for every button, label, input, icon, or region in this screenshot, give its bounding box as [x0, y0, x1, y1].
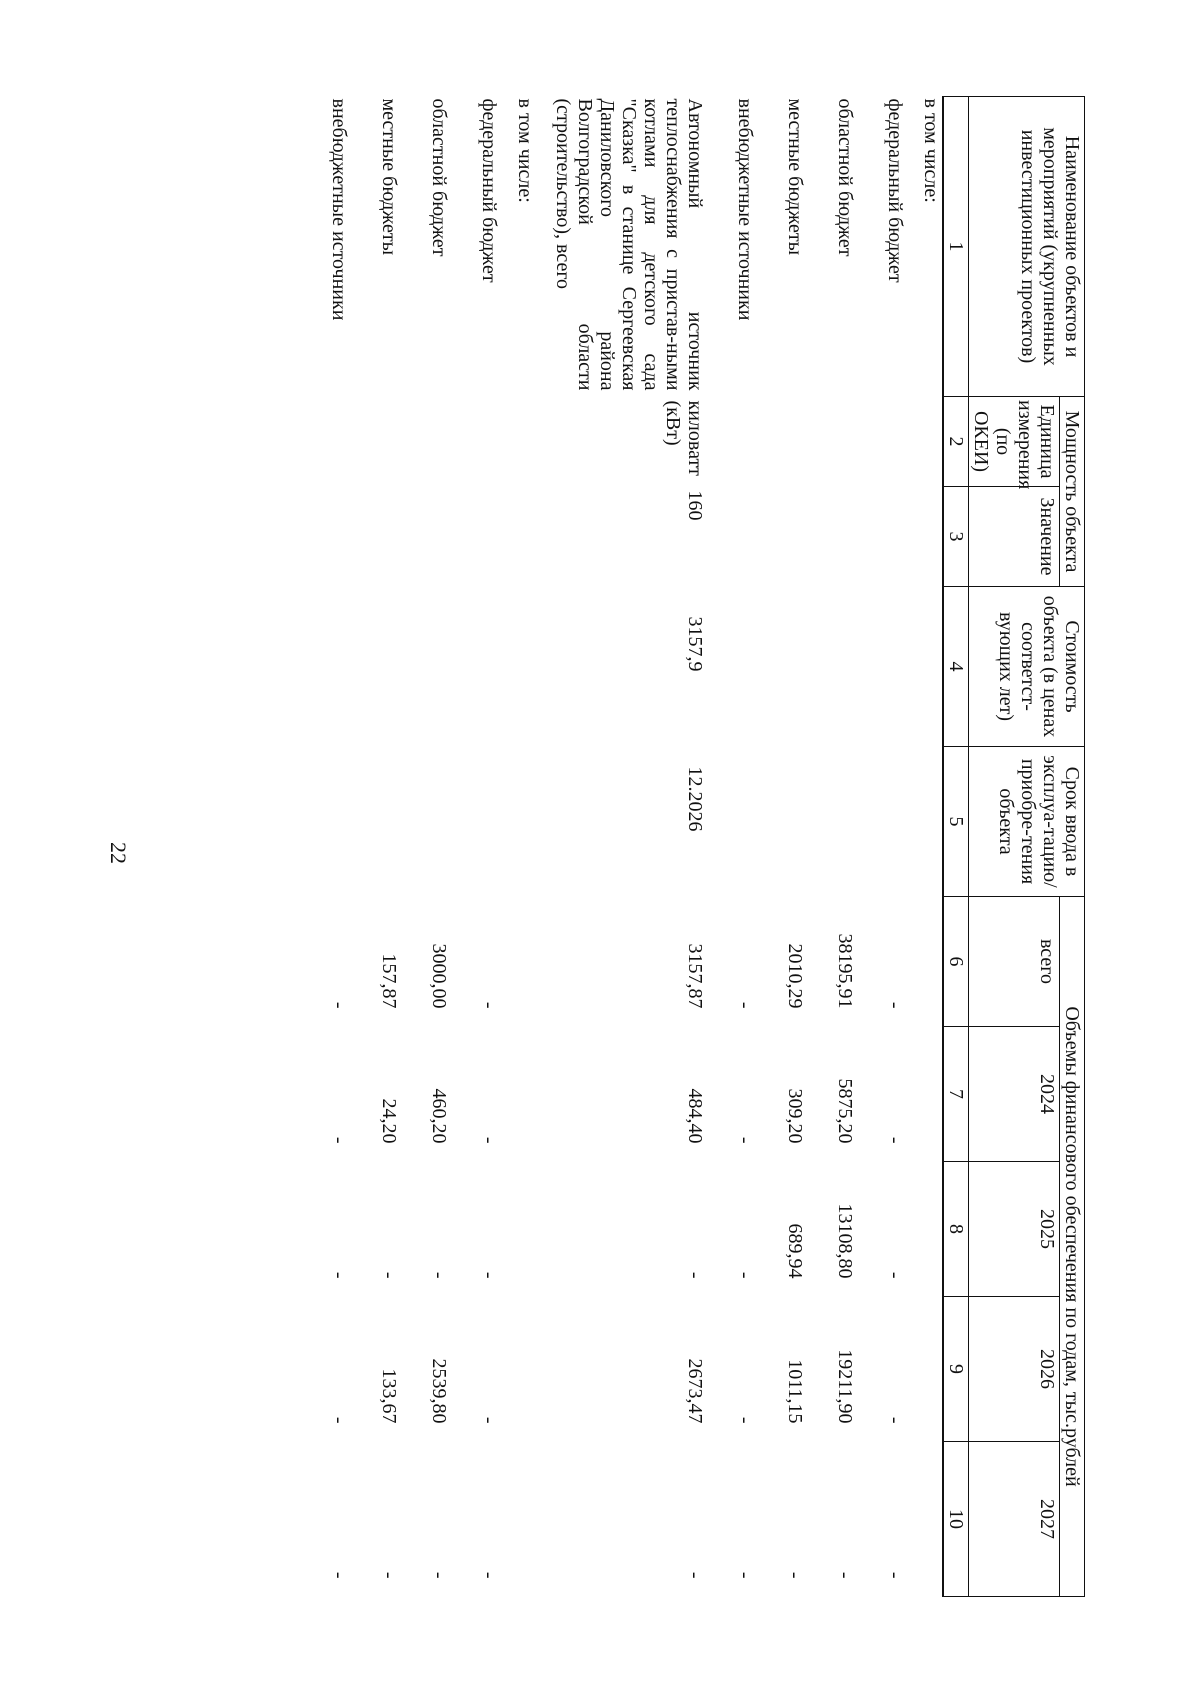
row-name: федеральный бюджет — [478, 98, 500, 283]
row-total: - — [884, 1001, 906, 1009]
table-row — [300, 97, 350, 1597]
row-total: 2010,29 — [784, 943, 806, 1009]
row-2025 — [906, 1162, 943, 1297]
header-2027: 2027 — [969, 1442, 1060, 1597]
header-capacity: Мощность объекта — [1060, 397, 1085, 587]
row-2024: - — [328, 1136, 350, 1144]
row-2026 — [906, 1297, 943, 1442]
page-number: 22 — [106, 842, 131, 864]
row-total — [906, 897, 943, 1027]
column-numbers-row — [943, 97, 969, 1597]
row-2026: 19211,90 — [834, 1349, 856, 1424]
row-term: 12.2026 — [684, 766, 706, 832]
row-2024: 460,20 — [428, 1088, 450, 1144]
row-total: - — [734, 1001, 756, 1009]
row-2027: - — [884, 1571, 906, 1579]
column-number: 8 — [943, 1162, 969, 1297]
row-2027: - — [328, 1571, 350, 1579]
row-total: 38195,91 — [834, 933, 856, 1009]
table-row — [500, 97, 536, 1597]
row-2026: - — [884, 1416, 906, 1424]
row-name: областной бюджет — [834, 98, 856, 257]
row-2024 — [906, 1027, 943, 1162]
table-row — [756, 97, 806, 1597]
row-value: 160 — [684, 490, 706, 521]
row-2026: - — [328, 1416, 350, 1424]
header-total: всего — [969, 897, 1060, 1027]
header-2025: 2025 — [969, 1162, 1060, 1297]
row-2024: 484,40 — [684, 1088, 706, 1144]
row-total: - — [328, 1001, 350, 1009]
column-number: 6 — [943, 897, 969, 1027]
row-term — [906, 747, 943, 897]
row-2025: - — [684, 1271, 706, 1279]
row-2025: - — [884, 1271, 906, 1279]
table-row — [350, 97, 400, 1597]
row-value — [906, 487, 943, 587]
row-name: в том числе: — [514, 98, 536, 203]
row-2024: 24,20 — [378, 1098, 400, 1144]
row-unit: киловатт (кВт) — [662, 400, 706, 476]
table-row — [536, 97, 706, 1597]
row-2025: - — [734, 1271, 756, 1279]
header-value: Значение — [969, 487, 1060, 587]
row-2024: 5875,20 — [834, 1078, 856, 1144]
row-2027: - — [684, 1571, 706, 1579]
row-name: местные бюджеты — [784, 98, 806, 256]
header-term: Срок ввода в эксплуа-тацию/ приобре-тения объекта — [969, 747, 1085, 897]
row-2026: 2539,80 — [428, 1358, 450, 1424]
column-number: 4 — [943, 587, 969, 747]
row-name: местные бюджеты — [378, 98, 400, 256]
row-2025: 13108,80 — [834, 1203, 856, 1279]
column-number: 7 — [943, 1027, 969, 1162]
row-2027: - — [428, 1571, 450, 1579]
row-2026: 1011,15 — [784, 1359, 806, 1424]
row-total: 157,87 — [378, 953, 400, 1009]
table-row — [806, 97, 856, 1597]
row-2027: - — [834, 1571, 856, 1579]
table-row — [906, 97, 943, 1597]
header-unit: Единица измерения (по ОКЕИ) — [969, 397, 1060, 487]
row-name: федеральный бюджет — [884, 98, 906, 283]
row-2026: - — [478, 1416, 500, 1424]
row-name: внебюджетные источники — [328, 98, 350, 321]
column-number: 3 — [943, 487, 969, 587]
header-2026: 2026 — [969, 1297, 1060, 1442]
row-2026: 133,67 — [378, 1368, 400, 1424]
table-body — [300, 97, 943, 1597]
column-number: 5 — [943, 747, 969, 897]
table-row — [706, 97, 756, 1597]
row-cost — [906, 587, 943, 747]
header-cost: Стоимость объекта (в ценах соответст-вующих лет) — [969, 587, 1085, 747]
table-row — [450, 97, 500, 1597]
column-number: 10 — [943, 1442, 969, 1597]
column-number: 2 — [943, 397, 969, 487]
row-2024: - — [478, 1136, 500, 1144]
row-2027: - — [784, 1571, 806, 1579]
row-2024: - — [734, 1136, 756, 1144]
row-total: 3000,00 — [428, 943, 450, 1009]
row-name: внебюджетные источники — [734, 98, 756, 321]
row-total: - — [478, 1001, 500, 1009]
row-2027 — [906, 1442, 943, 1597]
row-unit — [906, 397, 943, 487]
table-row — [400, 97, 450, 1597]
row-2026: 2673,47 — [684, 1358, 706, 1424]
investment-table — [300, 96, 1085, 1597]
row-2024: - — [884, 1136, 906, 1144]
row-cost: 3157,9 — [684, 616, 706, 672]
row-2026: - — [734, 1416, 756, 1424]
row-2025: - — [478, 1271, 500, 1279]
row-2027: - — [378, 1571, 400, 1579]
row-2027: - — [734, 1571, 756, 1579]
row-name: областной бюджет — [428, 98, 450, 257]
header-object-name: Наименование объектов и мероприятий (укрупненных инвестиционных проектов) — [969, 97, 1085, 397]
table-header — [943, 97, 1085, 1597]
row-2025: - — [428, 1271, 450, 1279]
table-row — [856, 97, 906, 1597]
row-name: Автономный источник теплоснабжения с пристав-ными котлами для детского сада "Сказка" в станице Сергеевская Даниловского района Волгоградской области (строительство), всего — [552, 98, 706, 391]
row-2025: - — [328, 1271, 350, 1279]
row-name: в том числе: — [920, 98, 942, 203]
column-number: 9 — [943, 1297, 969, 1442]
column-number: 1 — [943, 97, 969, 397]
row-2024: 309,20 — [784, 1088, 806, 1144]
row-total: 3157,87 — [684, 943, 706, 1009]
header-2024: 2024 — [969, 1027, 1060, 1162]
row-2025: - — [378, 1271, 400, 1279]
row-2025: 689,94 — [784, 1223, 806, 1279]
rotated-table-page — [185, 96, 1085, 1596]
header-funding: Объемы финансового обеспечения по годам, тыс.рублей — [1060, 897, 1085, 1597]
row-2027: - — [478, 1571, 500, 1579]
